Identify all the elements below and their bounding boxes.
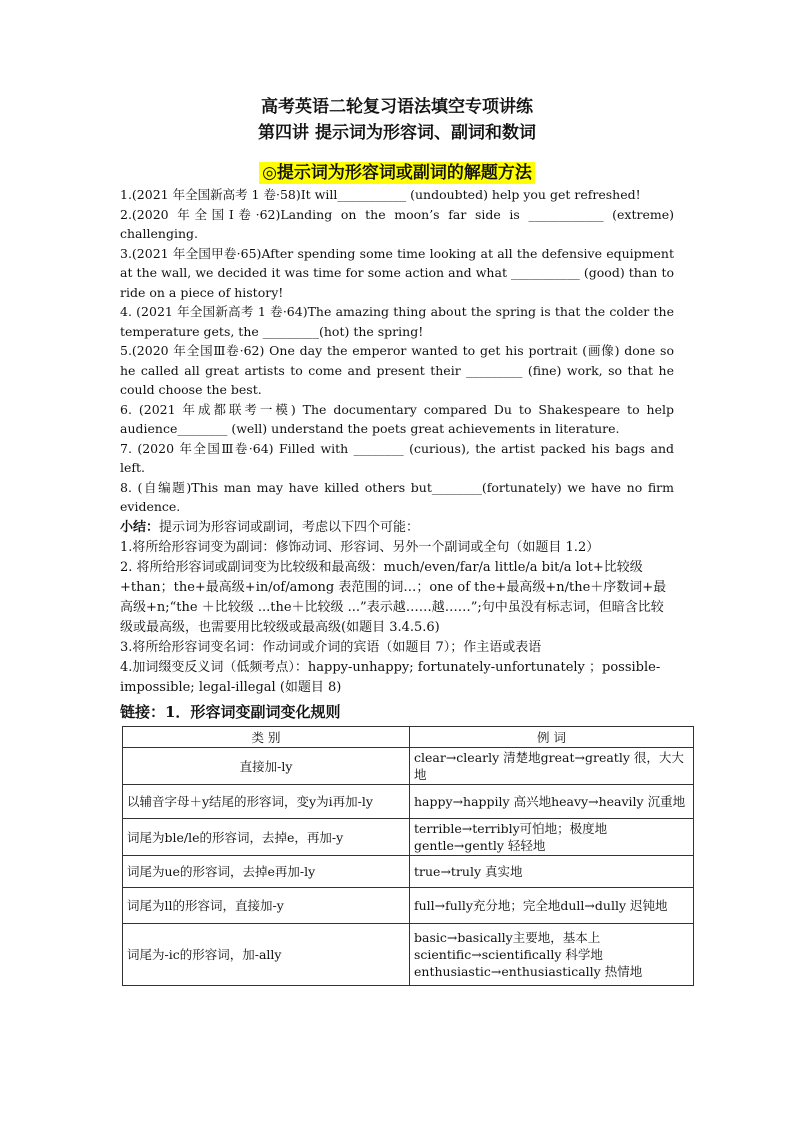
example-line: happy→happily 高兴地heavy→heavily 沉重地 bbox=[414, 793, 686, 809]
table-row bbox=[123, 818, 694, 855]
rule-cell: 直接加-ly bbox=[123, 747, 410, 784]
link-heading: 链接：1．形容词变副词变化规则 bbox=[120, 702, 341, 721]
question-item: 2.(2020 年全国Ⅰ卷·62)Landing on the moon’s far side is ____________ (extreme) challenging. bbox=[120, 206, 674, 241]
rule-cell: 词尾为ble/le的形容词，去掉e，再加-y bbox=[123, 818, 410, 855]
example-cell bbox=[410, 747, 694, 784]
rule-cell: 词尾为ll的形容词，直接加-y bbox=[123, 887, 410, 923]
example-line: scientific→scientifically 科学地 bbox=[414, 946, 603, 962]
example-line: gentle→gently 轻轻地 bbox=[414, 837, 546, 853]
table-header-row bbox=[123, 726, 694, 747]
table-row bbox=[123, 747, 694, 784]
example-cell bbox=[410, 923, 694, 985]
question-item: 8. (自编题)This man may have killed others but________(fortunately) we have no firm evidence. bbox=[120, 479, 674, 514]
rule-cell: 词尾为-ic的形容词，加-ally bbox=[123, 923, 410, 985]
example-cell bbox=[410, 818, 694, 855]
table-row bbox=[123, 855, 694, 887]
summary-point: 2. 将所给形容词或副词变为比较级和最高级：much/even/far/a little/a bit/a lot+比较级+than；the+最高级+in/of/among 表范围的词…；one of the+最高级+n/the＋序数词+最高级+n;“the ＋比较级 ...the＋比较级 ...”表示越……越……”;句中虽没有标志词，但暗含比较级或最高级，也需要用比较级或最高级(如题目 3.4.5.6) bbox=[120, 559, 667, 635]
summary-point: 3.将所给形容词变名词：作动词或介词的宾语（如题目 7）；作主语或表语 bbox=[120, 639, 542, 655]
question-item: 4. (2021 年全国新高考 1 卷·64)The amazing thing about the spring is that the colder the temperature gets, the _________(hot) the spring! bbox=[120, 304, 674, 339]
table-header-examples: 例 词 bbox=[410, 726, 694, 747]
summary-heading-line bbox=[120, 518, 674, 538]
example-line: basic→basically主要地，基本上 bbox=[414, 929, 601, 945]
adverb-rules-table bbox=[122, 726, 694, 986]
summary-heading: 小结： bbox=[120, 519, 160, 535]
example-cell bbox=[410, 887, 694, 923]
question-item: 6. (2021 年成都联考一模) The documentary compared Du to Shakespeare to help audience________ (well) understand the poets great achievements in literature. bbox=[120, 401, 674, 436]
table-row bbox=[123, 887, 694, 923]
example-cell bbox=[410, 855, 694, 887]
example-line: clear→clearly 清楚地great→greatly 很，大大地 bbox=[414, 749, 684, 782]
table-row bbox=[123, 784, 694, 818]
question-item: 7. (2020 年全国Ⅲ卷·64) Filled with ________ (curious), the artist packed his bags and left. bbox=[120, 440, 674, 475]
summary-point: 4.加词缀变反义词（低频考点）：happy-unhappy; fortunately-unfortunately ；possible-impossible; legal-illegal (如题目 8) bbox=[120, 659, 661, 695]
rule-cell: 词尾为ue的形容词，去掉e再加-ly bbox=[123, 855, 410, 887]
example-line: enthusiastic→enthusiastically 热情地 bbox=[414, 963, 643, 979]
page-title: 高考英语二轮复习语法填空专项讲练 bbox=[261, 97, 533, 117]
example-cell bbox=[410, 784, 694, 818]
method-heading-wrap bbox=[120, 158, 674, 183]
question-item: 1.(2021 年全国新高考 1 卷·58)It will___________ (undoubted) help you get refreshed! bbox=[120, 187, 641, 202]
example-line: full→fully充分地；完全地dull→dully 迟钝地 bbox=[414, 897, 668, 913]
page-subtitle: 第四讲 提示词为形容词、副词和数词 bbox=[258, 123, 536, 143]
question-item: 3.(2021 年全国甲卷·65)After spending some time looking at all the defensive equipment at the wall, we decided it was time for some action and what ___________ (good) than to ride on a piece of history! bbox=[120, 245, 674, 300]
table-row bbox=[123, 923, 694, 985]
table-header-category: 类 别 bbox=[123, 726, 410, 747]
summary-intro: 提示词为形容词或副词，考虑以下四个可能： bbox=[159, 519, 420, 535]
question-item: 5.(2020 年全国Ⅲ卷·62) One day the emperor wanted to get his portrait (画像) done so he called all great artists to come and present their _________ (fine) work, so that he could choose the best. bbox=[120, 343, 674, 397]
question-list bbox=[120, 185, 674, 517]
rule-cell: 以辅音字母＋y结尾的形容词，变y为i再加-ly bbox=[123, 784, 410, 818]
example-line: terrible→terribly可怕地；极度地 bbox=[414, 820, 608, 836]
method-heading: ◎提示词为形容词或副词的解题方法 bbox=[259, 162, 535, 184]
summary-point: 1.将所给形容词变为副词：修饰动词、形容词、另外一个副词或全句（如题目 1.2） bbox=[120, 539, 600, 555]
document-page bbox=[120, 94, 686, 986]
summary-section bbox=[120, 518, 674, 698]
example-line: true→truly 真实地 bbox=[414, 863, 523, 879]
